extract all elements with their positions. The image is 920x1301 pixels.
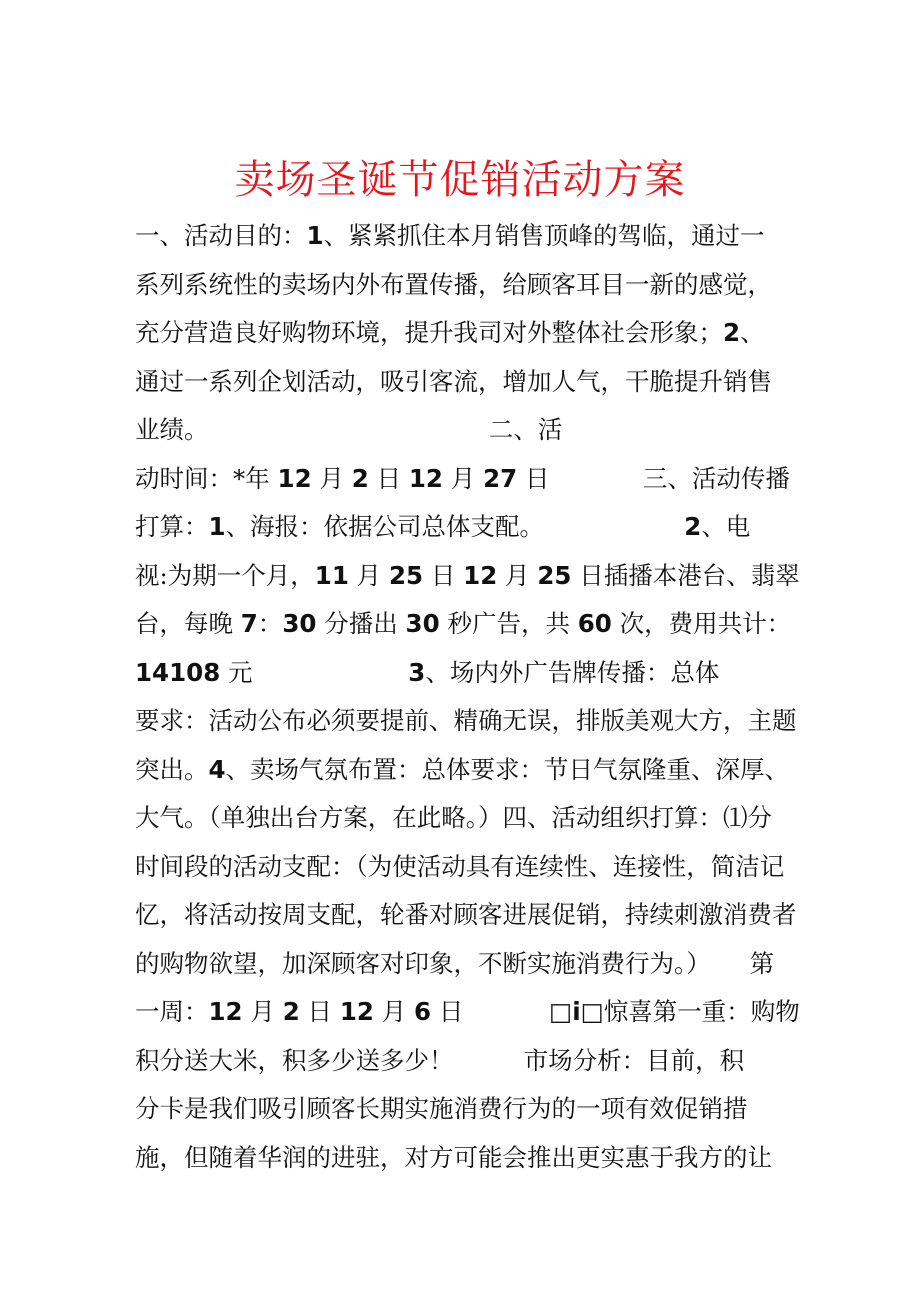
text-run: 大气。（单独出台方案，在此略。）四、活动组织打算：⑴分 bbox=[135, 803, 772, 832]
text-run: 分卡是我们吸引顾客长期实施消费行为的一项有效促销措 bbox=[135, 1094, 748, 1123]
body-line bbox=[135, 852, 784, 882]
text-run: 1 bbox=[208, 512, 226, 541]
body-line bbox=[135, 997, 800, 1027]
body-line bbox=[135, 561, 800, 591]
text-run: 1 bbox=[306, 221, 324, 250]
body-line bbox=[135, 900, 797, 930]
text-run: 积分送大米，积多少送多少！ 市场分析：目前，积 bbox=[135, 1045, 745, 1075]
text-run: 11 bbox=[314, 560, 349, 590]
text-run: 12 bbox=[208, 997, 243, 1026]
text-run: 打算： bbox=[135, 512, 209, 541]
text-run: 时间段的活动支配：（为使活动具有连续性、连接性，简洁记 bbox=[135, 851, 785, 881]
text-run: 月 bbox=[442, 463, 484, 493]
text-run: 充分营造良好购物环境，提升我司对外整体社会形象； bbox=[135, 318, 723, 347]
text-run: 月 bbox=[242, 997, 283, 1026]
text-run: ： bbox=[257, 609, 283, 638]
text-run: 、 bbox=[740, 318, 765, 347]
body-line bbox=[135, 270, 772, 300]
text-run: 日 bbox=[368, 463, 409, 493]
text-run: 突出。 bbox=[135, 754, 209, 784]
body-line bbox=[135, 1143, 772, 1173]
text-run: 、电 bbox=[701, 512, 751, 541]
text-run: 业绩。 二、活 bbox=[135, 415, 563, 444]
text-run: 6 bbox=[414, 997, 432, 1026]
body-line bbox=[135, 512, 750, 542]
text-run: 、卖场气氛布置：总体要求：节日气氛隆重、深厚、 bbox=[225, 754, 790, 784]
text-run: 14108 bbox=[135, 657, 221, 687]
text-run: 月 bbox=[373, 997, 415, 1026]
text-run: 动时间：*年 bbox=[135, 463, 278, 493]
body-line bbox=[135, 1094, 748, 1124]
body-line bbox=[135, 367, 772, 397]
text-run: 系列系统性的卖场内外布置传播，给顾客耳目一新的感觉， bbox=[135, 269, 772, 299]
body-line bbox=[135, 415, 562, 445]
text-run: □惊喜第一重：购物 bbox=[580, 997, 800, 1026]
text-run: 忆，将活动按周支配，轮番对顾客进展促销，持续刺激消费者 bbox=[135, 900, 797, 929]
text-run: 2 bbox=[723, 318, 741, 347]
text-run: 要求：活动公布必须要提前、精确无误，排版美观大方，主题 bbox=[135, 706, 797, 735]
text-run: 12 bbox=[339, 997, 374, 1026]
document-title: 卖场圣诞节促销活动方案 bbox=[234, 157, 686, 203]
text-run: 台，每晚 bbox=[135, 609, 241, 638]
text-run: 、场内外广告牌传播：总体 bbox=[425, 657, 720, 687]
text-run: 7 bbox=[240, 609, 258, 638]
text-run: 施，但随着华润的进驻，对方可能会推出更实惠于我方的让 bbox=[135, 1142, 772, 1172]
text-run: 60 bbox=[577, 609, 612, 638]
body-line bbox=[135, 755, 789, 785]
text-run: 分播出 bbox=[316, 609, 406, 638]
body-line bbox=[135, 318, 765, 348]
body-line bbox=[135, 949, 774, 979]
text-run: 一周： bbox=[135, 997, 209, 1026]
text-run: 12 bbox=[277, 463, 312, 493]
text-run: 4 bbox=[208, 754, 226, 784]
body-line bbox=[135, 609, 791, 639]
text-run: 30 bbox=[282, 609, 317, 638]
body-line bbox=[135, 221, 765, 251]
text-run: 日 三、活动传播 bbox=[517, 463, 790, 493]
text-run: 12 bbox=[463, 560, 498, 590]
text-run: 日 bbox=[299, 997, 340, 1026]
text-run: 、紧紧抓住本月销售顶峰的驾临，通过一 bbox=[323, 221, 765, 250]
text-run: 30 bbox=[405, 609, 440, 638]
text-run: 的购物欲望，加深顾客对印象，不断实施消费行为。） 第 bbox=[135, 948, 775, 978]
text-run: 12 bbox=[408, 463, 443, 493]
text-run: 次，费用共计： bbox=[611, 609, 792, 638]
text-run: 元 bbox=[220, 657, 409, 687]
text-run: 25 bbox=[388, 560, 424, 590]
text-run: 通过一系列企划活动，吸引客流，增加人气，干脆提升销售 bbox=[135, 366, 772, 396]
text-run: i bbox=[572, 997, 581, 1026]
text-run: 月 bbox=[311, 463, 352, 493]
body-line bbox=[135, 464, 790, 494]
body-line bbox=[135, 803, 772, 833]
text-run: 月 bbox=[497, 560, 538, 590]
text-run: 日 bbox=[423, 560, 464, 590]
text-run: 、海报：依据公司总体支配。 bbox=[225, 512, 685, 541]
text-run: 2 bbox=[351, 463, 369, 493]
body-line bbox=[135, 1046, 744, 1076]
text-run: 2 bbox=[684, 512, 702, 541]
body-line bbox=[135, 658, 719, 688]
body-line bbox=[135, 706, 797, 736]
text-run: 日插播本港台、翡翠 bbox=[571, 560, 800, 590]
text-run: 27 bbox=[483, 463, 518, 493]
text-run: 25 bbox=[537, 560, 572, 590]
text-run: 日 □ bbox=[431, 997, 573, 1026]
text-run: 2 bbox=[282, 997, 300, 1026]
text-run: 视:为期一个月， bbox=[135, 560, 315, 590]
text-run: 一、活动目的： bbox=[135, 221, 307, 250]
text-run: 秒广告，共 bbox=[439, 609, 578, 638]
text-run: 3 bbox=[408, 657, 426, 687]
text-run: 月 bbox=[348, 560, 389, 590]
